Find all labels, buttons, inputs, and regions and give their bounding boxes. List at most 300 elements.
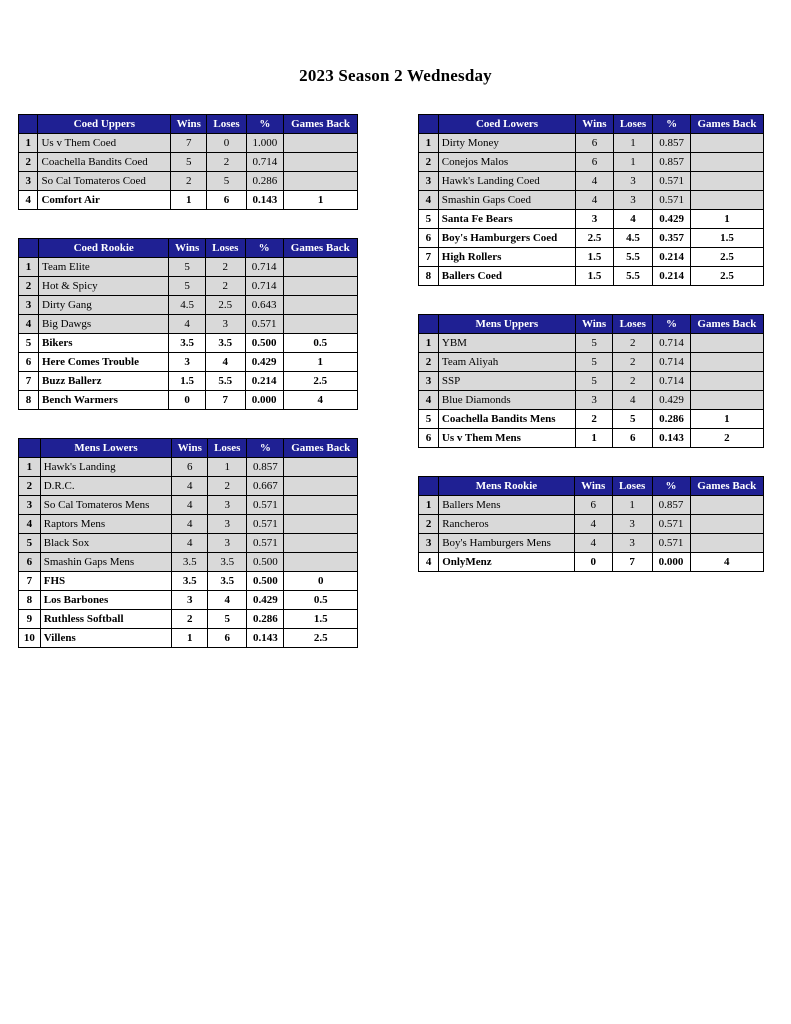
row-loses: 0 <box>207 134 246 153</box>
row-team-name: Villens <box>40 629 172 648</box>
table-row <box>19 534 358 553</box>
row-pct: 0.429 <box>653 210 691 229</box>
row-games-back <box>283 277 357 296</box>
standings-table-coed-lowers <box>418 114 764 286</box>
row-wins: 4 <box>172 496 208 515</box>
row-rank: 3 <box>419 172 439 191</box>
row-pct: 1.000 <box>246 134 283 153</box>
row-games-back <box>284 553 358 572</box>
table-row <box>19 315 358 334</box>
row-loses: 2 <box>205 258 245 277</box>
row-wins: 4 <box>576 191 614 210</box>
row-loses: 7 <box>612 553 652 572</box>
row-pct: 0.286 <box>247 610 284 629</box>
row-rank: 5 <box>19 534 41 553</box>
row-wins: 5 <box>169 258 206 277</box>
header-pct: % <box>652 477 690 496</box>
row-team-name: Big Dawgs <box>39 315 169 334</box>
standings-table-coed-rookie <box>18 238 358 410</box>
table-row <box>419 429 764 448</box>
header-loses: Loses <box>613 115 653 134</box>
row-pct: 0.143 <box>653 429 691 448</box>
row-pct: 0.143 <box>247 629 284 648</box>
header-pct: % <box>653 115 691 134</box>
standings-table-mens-uppers <box>418 314 764 448</box>
row-loses: 3 <box>205 315 245 334</box>
row-wins: 0 <box>169 391 206 410</box>
table-row <box>19 610 358 629</box>
standings-table-coed-uppers <box>18 114 358 210</box>
header-games-back: Games Back <box>690 477 763 496</box>
row-rank: 5 <box>419 210 439 229</box>
row-loses: 4 <box>613 210 653 229</box>
header-loses: Loses <box>613 315 653 334</box>
row-rank: 2 <box>419 353 439 372</box>
table-row <box>19 172 358 191</box>
row-games-back <box>690 372 763 391</box>
table-row <box>19 353 358 372</box>
table-row <box>19 572 358 591</box>
header-games-back: Games Back <box>284 439 358 458</box>
row-wins: 2 <box>171 172 207 191</box>
header-rank <box>19 239 39 258</box>
row-team-name: Team Aliyah <box>438 353 575 372</box>
header-loses: Loses <box>205 239 245 258</box>
row-games-back <box>284 534 358 553</box>
table-row <box>419 334 764 353</box>
header-loses: Loses <box>207 115 246 134</box>
table-row <box>19 515 358 534</box>
row-team-name: Dirty Gang <box>39 296 169 315</box>
row-loses: 4 <box>205 353 245 372</box>
row-wins: 2 <box>172 610 208 629</box>
row-games-back <box>284 172 358 191</box>
row-wins: 4.5 <box>169 296 206 315</box>
row-games-back: 1 <box>690 410 763 429</box>
row-loses: 5 <box>208 610 247 629</box>
row-loses: 2 <box>207 153 246 172</box>
header-wins: Wins <box>171 115 207 134</box>
row-games-back <box>690 172 763 191</box>
row-rank: 4 <box>419 191 439 210</box>
row-loses: 6 <box>613 429 653 448</box>
row-games-back <box>284 477 358 496</box>
table-row <box>19 191 358 210</box>
row-loses: 3 <box>208 515 247 534</box>
row-rank: 4 <box>19 515 41 534</box>
row-rank: 4 <box>419 553 439 572</box>
row-games-back: 1 <box>284 191 358 210</box>
row-pct: 0.643 <box>245 296 283 315</box>
row-rank: 5 <box>419 410 439 429</box>
table-row <box>419 248 764 267</box>
row-wins: 3 <box>575 391 613 410</box>
row-pct: 0.857 <box>247 458 284 477</box>
row-wins: 3 <box>576 210 614 229</box>
row-rank: 2 <box>19 477 41 496</box>
header-rank <box>19 439 41 458</box>
row-games-back: 2.5 <box>283 372 357 391</box>
row-loses: 5.5 <box>613 248 653 267</box>
division-title-coed-lowers: Coed Lowers <box>438 115 575 134</box>
table-row <box>19 134 358 153</box>
row-pct: 0.286 <box>246 172 283 191</box>
row-games-back <box>283 296 357 315</box>
row-pct: 0.857 <box>652 496 690 515</box>
row-pct: 0.571 <box>652 515 690 534</box>
row-games-back <box>690 334 763 353</box>
table-row <box>419 496 764 515</box>
table-row <box>19 277 358 296</box>
row-wins: 3.5 <box>172 572 208 591</box>
row-games-back <box>284 458 358 477</box>
table-row <box>419 134 764 153</box>
row-team-name: FHS <box>40 572 172 591</box>
row-rank: 6 <box>19 353 39 372</box>
row-loses: 5.5 <box>613 267 653 286</box>
row-loses: 5 <box>207 172 246 191</box>
row-pct: 0.500 <box>247 553 284 572</box>
page-title: 2023 Season 2 Wednesday <box>299 66 492 85</box>
row-team-name: Coachella Bandits Coed <box>38 153 171 172</box>
row-team-name: Santa Fe Bears <box>438 210 575 229</box>
row-team-name: Dirty Money <box>438 134 575 153</box>
row-wins: 6 <box>576 153 614 172</box>
row-team-name: So Cal Tomateros Mens <box>40 496 172 515</box>
row-loses: 1 <box>208 458 247 477</box>
row-pct: 0.714 <box>246 153 283 172</box>
header-pct: % <box>653 315 691 334</box>
header-rank <box>419 315 439 334</box>
row-wins: 3 <box>172 591 208 610</box>
row-rank: 2 <box>19 153 38 172</box>
table-row <box>419 229 764 248</box>
row-loses: 3.5 <box>205 334 245 353</box>
row-pct: 0.500 <box>245 334 283 353</box>
row-rank: 3 <box>19 296 39 315</box>
header-loses: Loses <box>208 439 247 458</box>
row-team-name: SSP <box>438 372 575 391</box>
row-team-name: D.R.C. <box>40 477 172 496</box>
row-loses: 2 <box>205 277 245 296</box>
row-team-name: Blue Diamonds <box>438 391 575 410</box>
row-team-name: Us v Them Coed <box>38 134 171 153</box>
row-team-name: Boy's Hamburgers Coed <box>438 229 575 248</box>
row-team-name: Ruthless Softball <box>40 610 172 629</box>
header-rank <box>419 477 439 496</box>
table-header-row <box>419 115 764 134</box>
table-row <box>419 210 764 229</box>
row-rank: 8 <box>19 591 41 610</box>
row-wins: 2 <box>575 410 613 429</box>
row-pct: 0.714 <box>245 258 283 277</box>
header-wins: Wins <box>172 439 208 458</box>
row-pct: 0.214 <box>245 372 283 391</box>
row-pct: 0.000 <box>245 391 283 410</box>
header-games-back: Games Back <box>283 239 357 258</box>
row-rank: 6 <box>419 229 439 248</box>
row-games-back: 0.5 <box>283 334 357 353</box>
row-team-name: Bench Warmers <box>39 391 169 410</box>
header-wins: Wins <box>575 315 613 334</box>
row-loses: 2 <box>613 334 653 353</box>
row-rank: 6 <box>19 553 41 572</box>
row-games-back: 1 <box>690 210 763 229</box>
row-loses: 1 <box>612 496 652 515</box>
header-pct: % <box>247 439 284 458</box>
row-wins: 5 <box>171 153 207 172</box>
row-rank: 4 <box>19 315 39 334</box>
row-team-name: OnlyMenz <box>439 553 575 572</box>
row-loses: 3.5 <box>208 553 247 572</box>
row-loses: 3.5 <box>208 572 247 591</box>
table-header-row <box>19 239 358 258</box>
row-rank: 1 <box>419 334 439 353</box>
row-loses: 2 <box>208 477 247 496</box>
row-rank: 2 <box>419 515 439 534</box>
table-row <box>19 458 358 477</box>
row-team-name: High Rollers <box>438 248 575 267</box>
row-rank: 8 <box>419 267 439 286</box>
row-wins: 5 <box>169 277 206 296</box>
table-header-row <box>19 439 358 458</box>
row-loses: 2.5 <box>205 296 245 315</box>
row-pct: 0.571 <box>652 534 690 553</box>
table-row <box>19 153 358 172</box>
row-rank: 2 <box>19 277 39 296</box>
table-row <box>419 191 764 210</box>
row-games-back: 2.5 <box>690 248 763 267</box>
row-wins: 1.5 <box>169 372 206 391</box>
row-pct: 0.214 <box>653 267 691 286</box>
row-rank: 4 <box>419 391 439 410</box>
row-wins: 3.5 <box>172 553 208 572</box>
table-row <box>19 372 358 391</box>
row-rank: 3 <box>19 496 41 515</box>
table-row <box>19 258 358 277</box>
table-header-row <box>19 115 358 134</box>
standings-table-mens-lowers <box>18 438 358 648</box>
row-wins: 6 <box>172 458 208 477</box>
row-pct: 0.429 <box>247 591 284 610</box>
header-wins: Wins <box>169 239 206 258</box>
row-loses: 1 <box>613 134 653 153</box>
row-wins: 4 <box>172 477 208 496</box>
row-games-back <box>690 534 763 553</box>
row-games-back <box>690 515 763 534</box>
row-rank: 2 <box>419 153 439 172</box>
row-pct: 0.571 <box>653 191 691 210</box>
table-row <box>19 591 358 610</box>
row-team-name: Boy's Hamburgers Mens <box>439 534 575 553</box>
table-row <box>19 553 358 572</box>
row-loses: 5.5 <box>205 372 245 391</box>
table-row <box>419 534 764 553</box>
row-games-back: 2.5 <box>690 267 763 286</box>
row-games-back: 2 <box>690 429 763 448</box>
row-rank: 5 <box>19 334 39 353</box>
row-team-name: YBM <box>438 334 575 353</box>
header-loses: Loses <box>612 477 652 496</box>
row-pct: 0.571 <box>245 315 283 334</box>
row-loses: 3 <box>208 496 247 515</box>
row-pct: 0.667 <box>247 477 284 496</box>
row-team-name: Hawk's Landing Coed <box>438 172 575 191</box>
row-games-back <box>284 153 358 172</box>
header-games-back: Games Back <box>690 115 763 134</box>
row-wins: 5 <box>575 334 613 353</box>
row-rank: 4 <box>19 191 38 210</box>
row-team-name: Raptors Mens <box>40 515 172 534</box>
row-wins: 3 <box>169 353 206 372</box>
table-row <box>419 391 764 410</box>
row-loses: 4.5 <box>613 229 653 248</box>
row-wins: 2.5 <box>576 229 614 248</box>
left-column <box>18 114 358 676</box>
right-column <box>418 114 764 600</box>
table-row <box>419 153 764 172</box>
row-team-name: Coachella Bandits Mens <box>438 410 575 429</box>
row-wins: 5 <box>575 372 613 391</box>
row-loses: 1 <box>613 153 653 172</box>
table-row <box>419 172 764 191</box>
header-rank <box>419 115 439 134</box>
division-title-coed-rookie: Coed Rookie <box>39 239 169 258</box>
row-team-name: Black Sox <box>40 534 172 553</box>
row-team-name: Buzz Ballerz <box>39 372 169 391</box>
row-team-name: Smashin Gaps Mens <box>40 553 172 572</box>
row-rank: 6 <box>419 429 439 448</box>
row-pct: 0.214 <box>653 248 691 267</box>
row-wins: 4 <box>576 172 614 191</box>
row-games-back <box>690 353 763 372</box>
row-games-back <box>283 258 357 277</box>
table-row <box>419 515 764 534</box>
row-games-back <box>283 315 357 334</box>
row-team-name: Smashin Gaps Coed <box>438 191 575 210</box>
row-games-back: 1 <box>283 353 357 372</box>
table-row <box>19 629 358 648</box>
row-rank: 7 <box>419 248 439 267</box>
row-games-back: 1.5 <box>284 610 358 629</box>
row-loses: 4 <box>613 391 653 410</box>
row-loses: 6 <box>207 191 246 210</box>
row-wins: 4 <box>172 534 208 553</box>
division-title-mens-uppers: Mens Uppers <box>438 315 575 334</box>
row-loses: 2 <box>613 372 653 391</box>
header-games-back: Games Back <box>690 315 763 334</box>
table-row <box>419 553 764 572</box>
header-wins: Wins <box>574 477 612 496</box>
row-rank: 1 <box>19 258 39 277</box>
row-games-back <box>690 191 763 210</box>
header-pct: % <box>246 115 283 134</box>
row-games-back <box>284 134 358 153</box>
row-games-back <box>690 496 763 515</box>
row-team-name: Us v Them Mens <box>438 429 575 448</box>
row-wins: 3.5 <box>169 334 206 353</box>
row-pct: 0.714 <box>653 353 691 372</box>
row-wins: 0 <box>574 553 612 572</box>
table-row <box>19 334 358 353</box>
row-team-name: Hot & Spicy <box>39 277 169 296</box>
row-loses: 3 <box>613 191 653 210</box>
row-pct: 0.143 <box>246 191 283 210</box>
row-pct: 0.571 <box>247 515 284 534</box>
row-wins: 1.5 <box>576 248 614 267</box>
row-games-back: 1.5 <box>690 229 763 248</box>
row-wins: 4 <box>574 515 612 534</box>
row-loses: 3 <box>208 534 247 553</box>
row-loses: 5 <box>613 410 653 429</box>
row-rank: 7 <box>19 372 39 391</box>
row-wins: 1 <box>171 191 207 210</box>
row-wins: 7 <box>171 134 207 153</box>
row-games-back: 4 <box>690 553 763 572</box>
row-team-name: Bikers <box>39 334 169 353</box>
table-row <box>419 410 764 429</box>
row-team-name: Los Barbones <box>40 591 172 610</box>
row-pct: 0.714 <box>245 277 283 296</box>
table-row <box>19 496 358 515</box>
row-pct: 0.857 <box>653 134 691 153</box>
row-rank: 1 <box>19 134 38 153</box>
table-row <box>419 353 764 372</box>
row-team-name: Team Elite <box>39 258 169 277</box>
row-team-name: Here Comes Trouble <box>39 353 169 372</box>
row-wins: 4 <box>172 515 208 534</box>
row-rank: 1 <box>19 458 41 477</box>
table-row <box>19 296 358 315</box>
row-loses: 3 <box>612 534 652 553</box>
division-title-coed-uppers: Coed Uppers <box>38 115 171 134</box>
division-title-mens-lowers: Mens Lowers <box>40 439 172 458</box>
header-games-back: Games Back <box>284 115 358 134</box>
row-team-name: Ballers Coed <box>438 267 575 286</box>
standings-table-mens-rookie <box>418 476 764 572</box>
row-team-name: Rancheros <box>439 515 575 534</box>
row-games-back: 0.5 <box>284 591 358 610</box>
row-wins: 1.5 <box>576 267 614 286</box>
row-games-back <box>690 153 763 172</box>
row-wins: 4 <box>169 315 206 334</box>
row-wins: 1 <box>575 429 613 448</box>
row-wins: 1 <box>172 629 208 648</box>
row-wins: 4 <box>574 534 612 553</box>
table-row <box>19 391 358 410</box>
row-team-name: Comfort Air <box>38 191 171 210</box>
row-loses: 4 <box>208 591 247 610</box>
row-pct: 0.429 <box>653 391 691 410</box>
header-rank <box>19 115 38 134</box>
row-games-back: 0 <box>284 572 358 591</box>
row-rank: 8 <box>19 391 39 410</box>
row-games-back <box>284 515 358 534</box>
row-pct: 0.357 <box>653 229 691 248</box>
table-row <box>19 477 358 496</box>
row-loses: 3 <box>612 515 652 534</box>
row-loses: 3 <box>613 172 653 191</box>
row-pct: 0.571 <box>247 534 284 553</box>
row-pct: 0.714 <box>653 372 691 391</box>
row-games-back: 4 <box>283 391 357 410</box>
row-rank: 3 <box>419 372 439 391</box>
row-pct: 0.714 <box>653 334 691 353</box>
row-rank: 10 <box>19 629 41 648</box>
row-rank: 1 <box>419 134 439 153</box>
row-pct: 0.429 <box>245 353 283 372</box>
row-pct: 0.571 <box>247 496 284 515</box>
